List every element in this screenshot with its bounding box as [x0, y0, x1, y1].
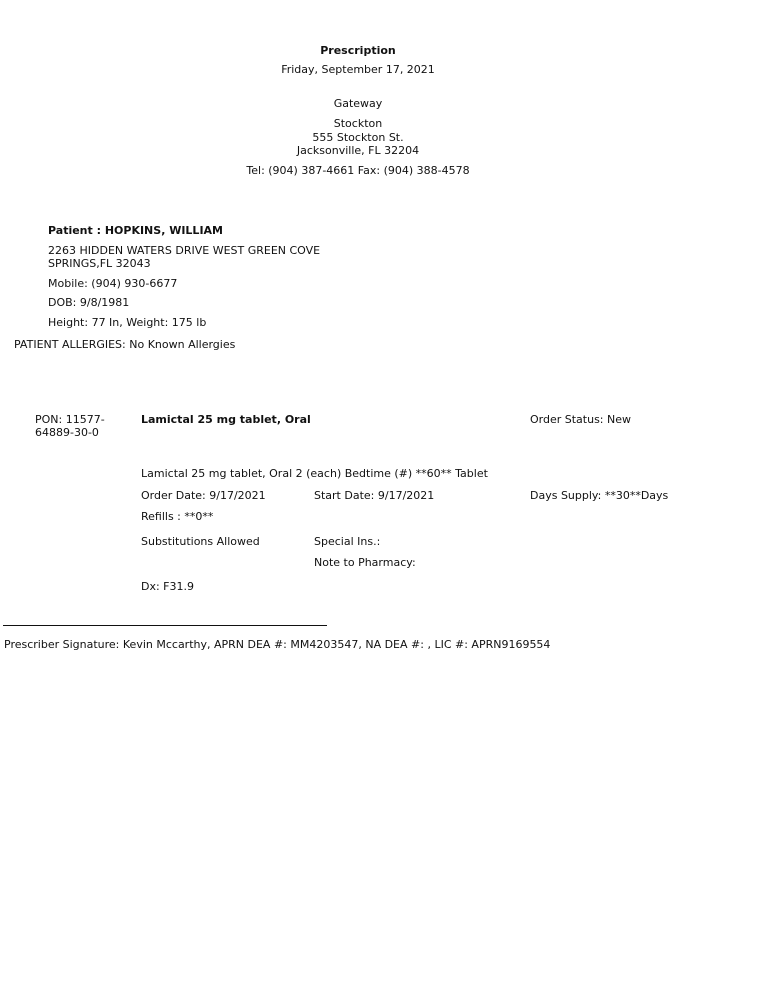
- page-title: Prescription: [320, 44, 396, 57]
- refills: Refills : **0**: [141, 510, 214, 523]
- patient-mobile: Mobile: (904) 930-6677: [48, 277, 178, 290]
- days-supply: Days Supply: **30**Days: [530, 489, 669, 502]
- start-date: Start Date: 9/17/2021: [314, 489, 435, 502]
- special-instructions: Special Ins.:: [314, 535, 381, 548]
- patient-name: Patient : HOPKINS, WILLIAM: [48, 224, 223, 237]
- pon-line2: 64889-30-0: [35, 426, 99, 439]
- pharmacy-name: Gateway: [333, 97, 383, 110]
- patient-address-line2: SPRINGS,FL 32043: [48, 257, 151, 270]
- pharmacy-phone-fax: Tel: (904) 387-4661 Fax: (904) 388-4578: [246, 164, 470, 177]
- patient-address-line1: 2263 HIDDEN WATERS DRIVE WEST GREEN COVE: [48, 244, 321, 257]
- note-to-pharmacy: Note to Pharmacy:: [314, 556, 416, 569]
- diagnosis-code: Dx: F31.9: [141, 580, 195, 593]
- order-status: Order Status: New: [530, 413, 632, 426]
- pharmacy-street: 555 Stockton St.: [312, 131, 404, 144]
- pharmacy-city-state-zip: Jacksonville, FL 32204: [296, 144, 420, 157]
- pon-line1: PON: 11577-: [35, 413, 105, 426]
- sig-instructions: Lamictal 25 mg tablet, Oral 2 (each) Bedtime (#) **60** Tablet: [141, 467, 488, 480]
- patient-dob: DOB: 9/8/1981: [48, 296, 130, 309]
- pharmacy-location: Stockton: [333, 117, 383, 130]
- patient-allergies: PATIENT ALLERGIES: No Known Allergies: [14, 338, 236, 351]
- order-date: Order Date: 9/17/2021: [141, 489, 266, 502]
- prescriber-signature: Prescriber Signature: Kevin Mccarthy, APRN DEA #: MM4203547, NA DEA #: , LIC #: APRN9169554: [4, 638, 551, 651]
- prescription-date: Friday, September 17, 2021: [281, 63, 435, 76]
- drug-title: Lamictal 25 mg tablet, Oral: [141, 413, 311, 426]
- patient-height-weight: Height: 77 In, Weight: 175 lb: [48, 316, 207, 329]
- signature-line: [3, 625, 327, 626]
- substitutions: Substitutions Allowed: [141, 535, 260, 548]
